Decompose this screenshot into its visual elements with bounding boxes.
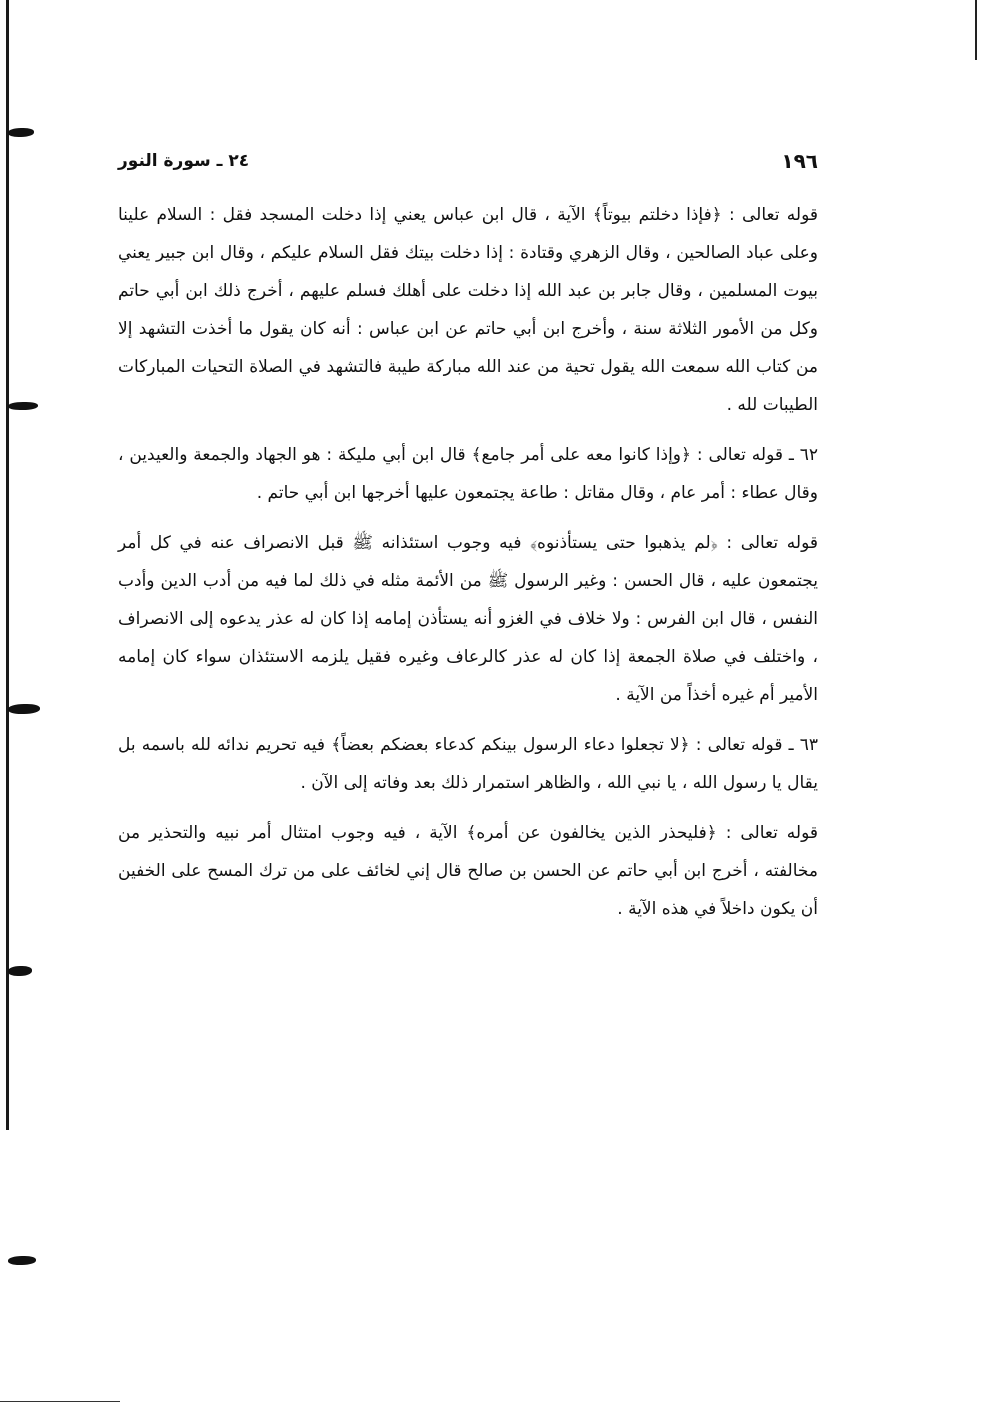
page-number: ١٩٦ [781,149,818,173]
paragraph-3: قوله تعالى : ﴿لم يذهبوا حتى يستأذنوه﴾ فيه وجوب استئذانه ﷺ قبل الانصراف عنه في كل أمر يجتمعون عليه ، قال الحسن : وغير الرسول ﷺ من الأئمة مثله في ذلك لما فيه من أدب الدين وأدب النفس ، قال ابن الفرس : ولا خلاف في الغزو أنه يستأذن إمامه إذا كان له عذر يدعوه إلى الانصراف ، واختلف في صلاة الجمعة إذا كان له عذر كالرعاف وغيره فقيل يلزمه الاستئذان سواء كان إمامه الأمير أم غيره أخذاً من الآية . [118,533,818,705]
surah-header: ٢٤ ـ سورة النور [118,151,250,171]
scan-smudge [8,966,32,976]
page-content [118,196,818,940]
page-header [118,146,818,176]
paragraph-5: قوله تعالى : ﴿فليحذر الذين يخالفون عن أمره﴾ الآية ، فيه وجوب امتثال أمر نبيه والتحذير من مخالفته ، أخرج ابن أبي حاتم عن الحسن بن صالح قال إني لخائف على من ترك المسح على الخفين أن يكون داخلاً في هذه الآية . [118,823,818,919]
paragraph-4: ٦٣ ـ قوله تعالى : ﴿لا تجعلوا دعاء الرسول بينكم كدعاء بعضكم بعضاً﴾ فيه تحريم ندائه لله باسمه بل يقال يا رسول الله ، يا نبي الله ، والظاهر استمرار ذلك بعد وفاته إلى الآن . [118,735,818,793]
scan-smudge [8,1256,36,1265]
scan-smudge [8,402,38,410]
scan-edge-left [6,0,9,1130]
scan-smudge [8,704,40,714]
paragraph-1: قوله تعالى : ﴿فإذا دخلتم بيوتاً﴾ الآية ، قال ابن عباس يعني إذا دخلت المسجد فقل : السلام علينا وعلى عباد الصالحين ، وقال الزهري وقتادة : إذا دخلت بيتك فقل السلام عليكم ، وقال ابن جبير يعني بيوت المسلمين ، وقال جابر بن عبد الله إذا دخلت على أهلك فسلم عليهم ، أخرج ذلك ابن أبي حاتم وكل من الأمور الثلاثة سنة ، وأخرج ابن أبي حاتم عن ابن عباس : أنه كان يقول ما أخذت التشهد إلا من كتاب الله سمعت الله يقول تحية من عند الله مباركة طيبة فالتشهد في الصلاة التحيات المباركات الطيبات لله . [118,205,818,415]
scan-smudge [8,128,34,137]
paragraph-2: ٦٢ ـ قوله تعالى : ﴿وإذا كانوا معه على أمر جامع﴾ قال ابن أبي مليكة : هو الجهاد والجمعة والعيدين ، وقال عطاء : أمر عام ، وقال مقاتل : طاعة يجتمعون عليها أخرجها ابن أبي حاتم . [118,445,818,503]
scan-edge-right [975,0,977,60]
scan-bottom-line [0,1401,120,1402]
